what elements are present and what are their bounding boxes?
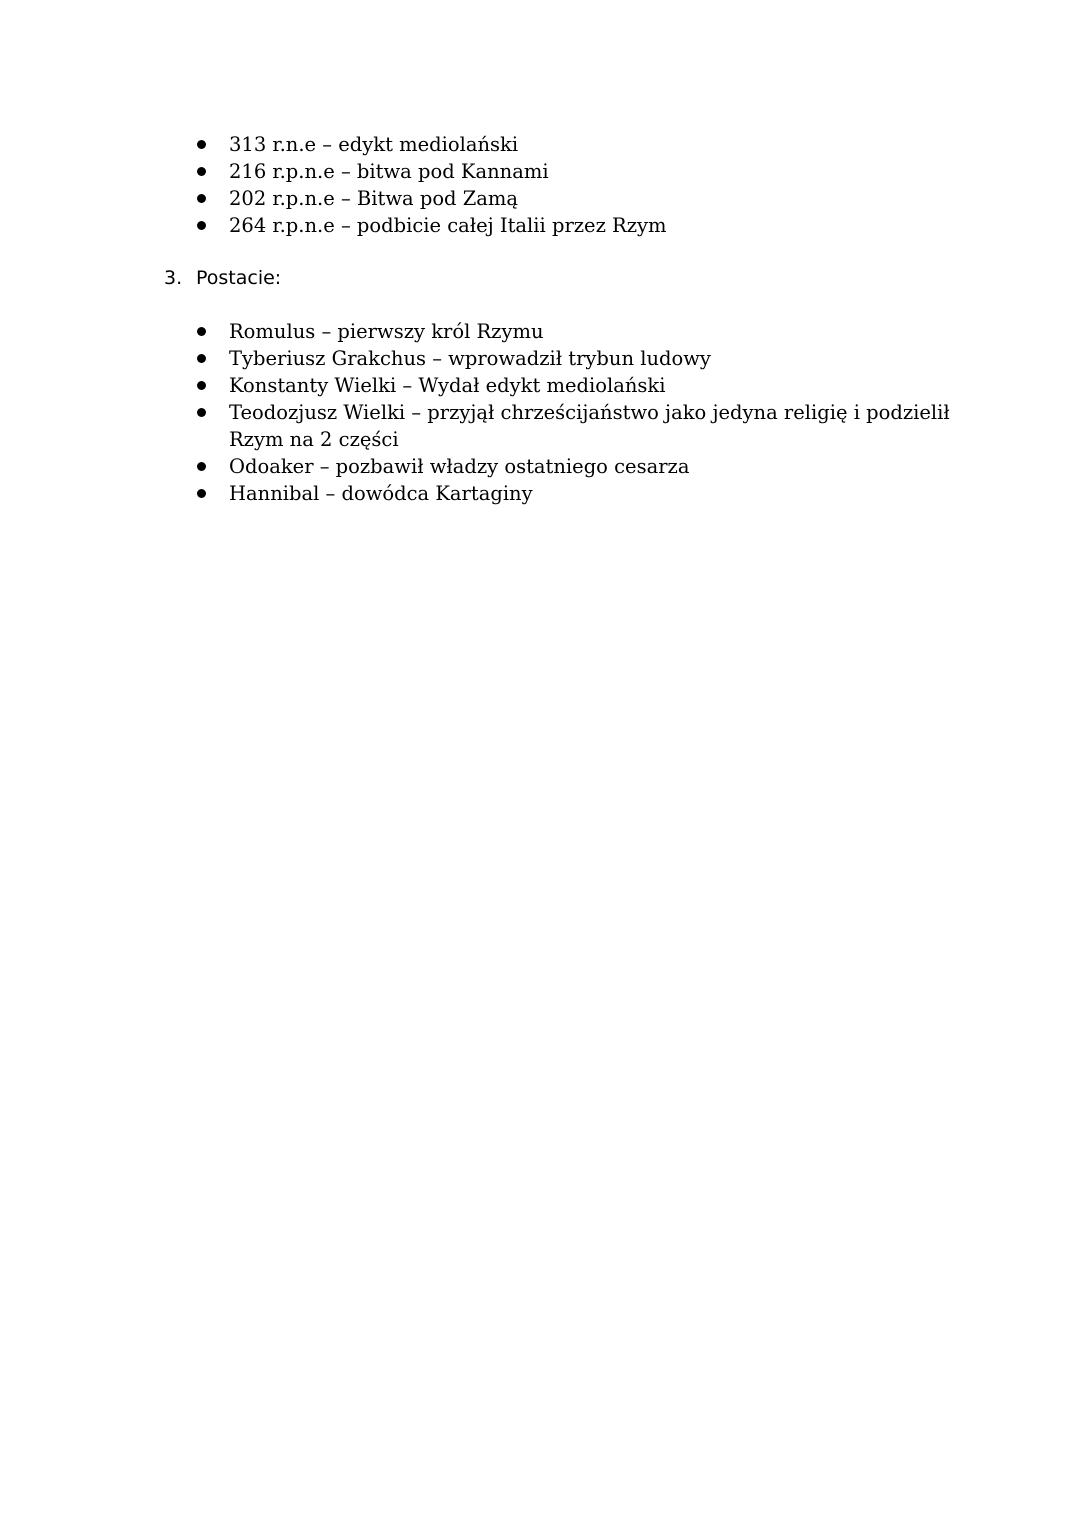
people-list xyxy=(195,318,955,507)
dates-list xyxy=(195,131,955,239)
section-heading xyxy=(164,265,281,292)
list-item xyxy=(195,131,955,158)
bullet-icon xyxy=(197,194,206,203)
bullet-icon xyxy=(197,381,206,390)
list-item-text: Odoaker – pozbawił władzy ostatniego cesarza xyxy=(229,455,690,478)
list-item-text: 216 r.p.n.e – bitwa pod Kannami xyxy=(229,160,549,183)
list-item xyxy=(195,345,955,372)
list-item xyxy=(195,318,955,345)
list-item-text: Hannibal – dowódca Kartaginy xyxy=(229,482,533,505)
bullet-icon xyxy=(197,221,206,230)
list-item xyxy=(195,158,955,185)
list-item xyxy=(195,399,955,453)
bullet-icon xyxy=(197,462,206,471)
list-item xyxy=(195,480,955,507)
list-item xyxy=(195,212,955,239)
bullet-icon xyxy=(197,354,206,363)
bullet-icon xyxy=(197,140,206,149)
bullet-icon xyxy=(197,408,206,417)
bullet-icon xyxy=(197,327,206,336)
list-item xyxy=(195,453,955,480)
list-item-text: 202 r.p.n.e – Bitwa pod Zamą xyxy=(229,187,519,210)
list-item-text: Teodozjusz Wielki – przyjął chrześcijaństwo jako jedyna religię i podzielił Rzym na 2 części xyxy=(229,401,950,451)
list-item xyxy=(195,185,955,212)
bullet-icon xyxy=(197,489,206,498)
list-item-text: Konstanty Wielki – Wydał edykt mediolański xyxy=(229,374,666,397)
section-title: Postacie: xyxy=(196,267,282,289)
list-item-text: Romulus – pierwszy król Rzymu xyxy=(229,320,544,343)
bullet-icon xyxy=(197,167,206,176)
list-item-text: 313 r.n.e – edykt mediolański xyxy=(229,133,519,156)
section-number: 3. xyxy=(164,267,183,289)
list-item-text: 264 r.p.n.e – podbicie całej Italii przez Rzym xyxy=(229,214,667,237)
list-item-text: Tyberiusz Grakchus – wprowadził trybun ludowy xyxy=(229,347,711,370)
list-item xyxy=(195,372,955,399)
